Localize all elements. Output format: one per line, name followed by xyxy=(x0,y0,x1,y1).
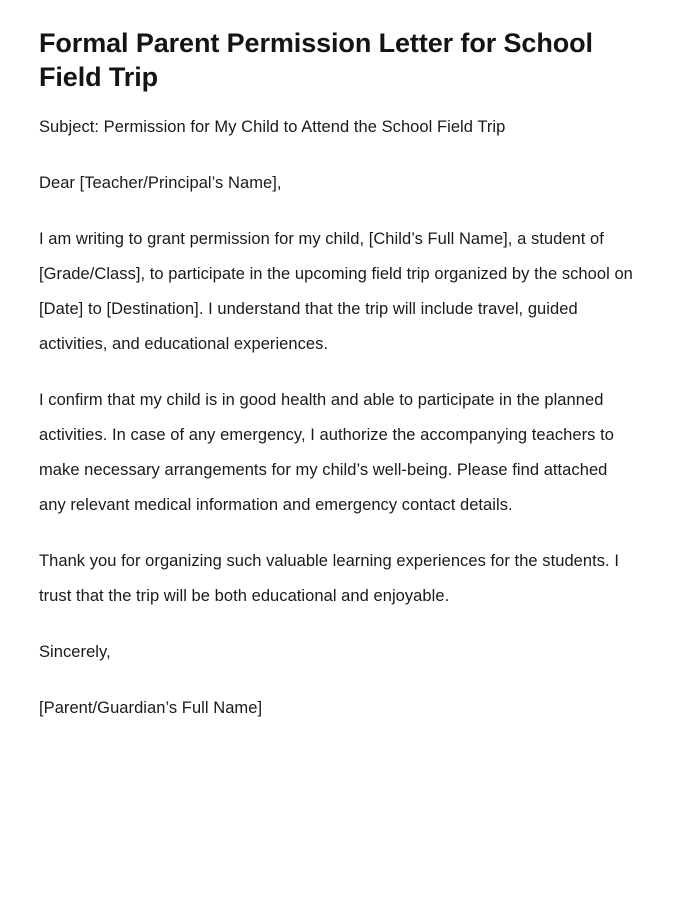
page-title: Formal Parent Permission Letter for School Field Trip xyxy=(39,28,593,92)
subject-line: Subject: Permission for My Child to Attend the School Field Trip xyxy=(39,118,506,136)
body-paragraph-1: I am writing to grant permission for my child, [Child’s Full Name], a student of [Grade/Class], to participate in the upcoming field trip organized by the school on [Date] to [Destination]. I understand that the trip will include travel, guided activities, and educational experiences. xyxy=(39,230,638,353)
signature-name: [Parent/Guardian’s Full Name] xyxy=(39,699,263,717)
salutation: Dear [Teacher/Principal’s Name], xyxy=(39,174,282,192)
closing: Sincerely, xyxy=(39,643,111,661)
body-paragraph-2: I confirm that my child is in good health and able to participate in the planned activities. In case of any emergency, I authorize the accompanying teachers to make necessary arrangements for my child’s well-being. Please find attached any relevant medical information and emergency contact details. xyxy=(39,391,619,514)
letter-body xyxy=(39,110,636,726)
body-paragraph-3: Thank you for organizing such valuable learning experiences for the students. I trust that the trip will be both educational and enjoyable. xyxy=(39,552,624,605)
